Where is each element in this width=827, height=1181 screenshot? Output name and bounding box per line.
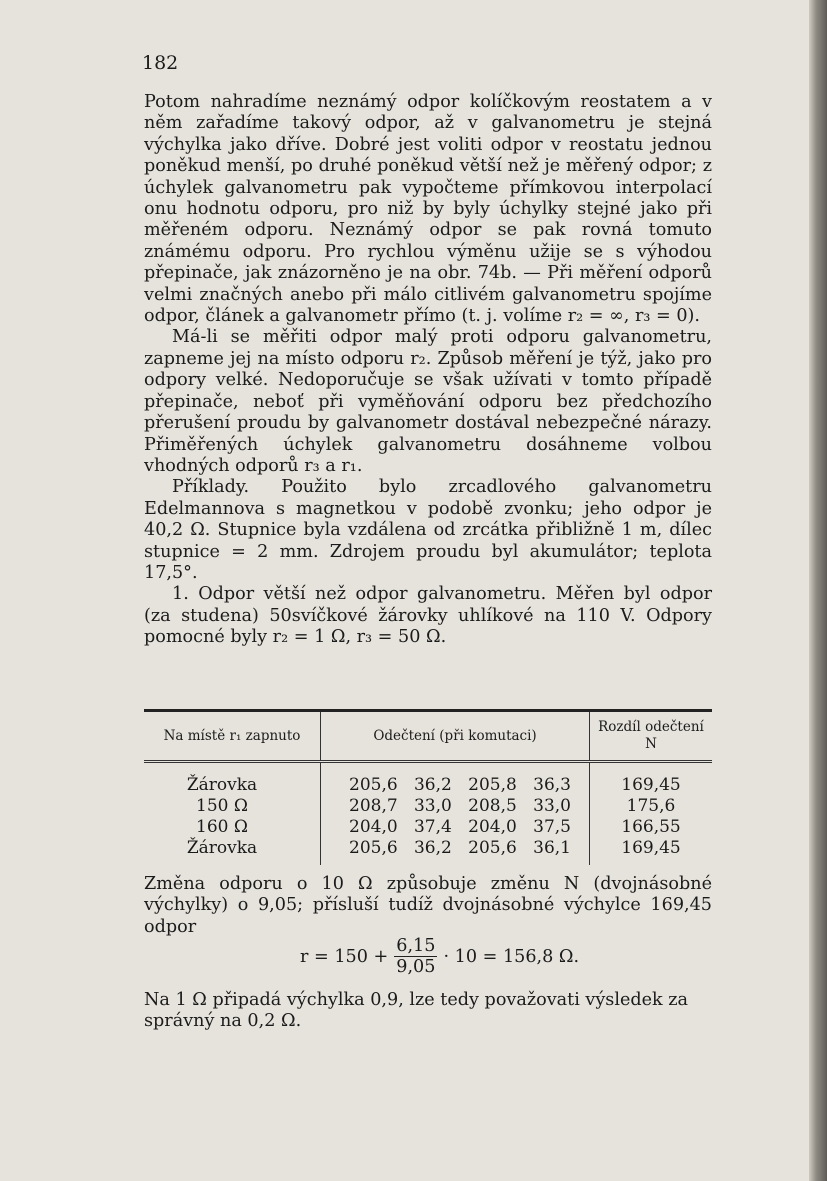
- difference-value: 166,55: [590, 817, 713, 838]
- difference-value: 169,45: [590, 762, 713, 797]
- reading-value: 205,8: [468, 775, 517, 795]
- row-label: Žárovka: [144, 838, 321, 865]
- difference-value: 175,6: [590, 796, 713, 817]
- row-label: 150 Ω: [144, 796, 321, 817]
- reading-value: 204,0: [349, 817, 398, 837]
- formula: [300, 936, 579, 977]
- reading-value: 37,4: [413, 817, 452, 837]
- reading-value: 204,0: [468, 817, 517, 837]
- page-number: 182: [142, 52, 179, 74]
- reading-value: 33,0: [533, 796, 571, 816]
- fraction-denominator: 9,05: [396, 957, 436, 977]
- reading-value: 205,6: [468, 838, 517, 858]
- reading-value: 205,6: [349, 838, 398, 858]
- table-header-position: Na místě r₁ zapnuto: [144, 711, 321, 762]
- reading-value: 36,1: [533, 838, 571, 858]
- table-row: [144, 762, 712, 797]
- table-row: [144, 796, 712, 817]
- post-table-text: [144, 874, 712, 938]
- fraction: [394, 936, 437, 977]
- row-label: Žárovka: [144, 762, 321, 797]
- paragraph-3: Příklady. Použito bylo zrcadlového galvanometru Edelmannova s magnetkou v podobě zvonku; jeho odpor je 40,2 Ω. Stupnice byla vzdálena od zrcátka přibližně 1 m, dílec stupnice = 2 mm. Zdrojem proudu byl akumulátor; teplota 17,5°.: [144, 477, 712, 583]
- reading-value: 36,3: [533, 775, 571, 795]
- reading-value: 33,0: [413, 796, 452, 816]
- reading-value: 208,7: [349, 796, 398, 816]
- final-paragraph: Na 1 Ω připadá výchylka 0,9, lze tedy považovati výsledek za správný na 0,2 Ω.: [144, 990, 689, 1032]
- reading-value: 36,2: [413, 838, 452, 858]
- final-text: [144, 990, 712, 1033]
- paragraph-4: 1. Odpor větší než odpor galvanometru. Měřen byl odpor (za studena) 50svíčkové žárovky uhlíkové na 110 V. Odpory pomocné byly r₂ = 1 Ω, r₃ = 50 Ω.: [144, 584, 712, 648]
- table-header-difference: Rozdíl odečtení N: [590, 711, 713, 762]
- reading-value: 208,5: [468, 796, 517, 816]
- paragraph-2: Má-li se měřiti odpor malý proti odporu galvanometru, zapneme jej na místo odporu r₂. Způsob měření je týž, jako pro odpory velké. Nedoporučuje se však užívati v tomto případě přepinače, neboť při vyměňování odporu bez předchozího přerušení proudu by galvanometr dostával nebezpečné nárazy. Přiměřených úchylek galvanometru dosáhneme volbou vhodných odporů r₃ a r₁.: [144, 327, 712, 476]
- fraction-numerator: 6,15: [396, 936, 436, 956]
- reading-value: 205,6: [349, 775, 398, 795]
- formula-rhs: · 10 = 156,8 Ω.: [443, 946, 580, 967]
- page-edge-shadow: [809, 0, 827, 1181]
- paragraph-1: Potom nahradíme neznámý odpor kolíčkovým reostatem a v něm zařadíme takový odpor, až v galvanometru je stejná výchylka jako dříve. Dobré jest voliti odpor v reostatu jednou poněkud menší, po druhé poněkud větší než je měřený odpor; z úchylek galvanometru pak vypočteme přímkovou interpolací onu hodnotu odporu, pro niž by byly úchylky stejné jako při měřeném odporu. Neznámý odpor se pak rovná tomuto známému odporu. Pro rychlou výměnu užije se s výhodou přepinače, jak znázorněno je na obr. 74b. — Při měření odporů velmi značných anebo při málo citlivém galvanometru spojíme odpor, článek a galvanometr přímo (t. j. volíme r₂ = ∞, r₃ = 0).: [144, 92, 712, 327]
- reading-value: 37,5: [533, 817, 571, 837]
- measurement-table: [144, 709, 712, 865]
- difference-value: 169,45: [590, 838, 713, 865]
- table-header-readings: Odečtení (při komutaci): [321, 711, 590, 762]
- reading-value: 36,2: [413, 775, 452, 795]
- table-row: [144, 838, 712, 865]
- row-label: 160 Ω: [144, 817, 321, 838]
- table-row: [144, 817, 712, 838]
- body-text: [144, 92, 712, 649]
- paragraph-after-table: Změna odporu o 10 Ω způsobuje změnu N (dvojnásobné výchylky) o 9,05; přísluší tudíž dvojnásobné výchylce 169,45 odpor: [144, 874, 712, 937]
- formula-lhs: r = 150 +: [300, 946, 389, 967]
